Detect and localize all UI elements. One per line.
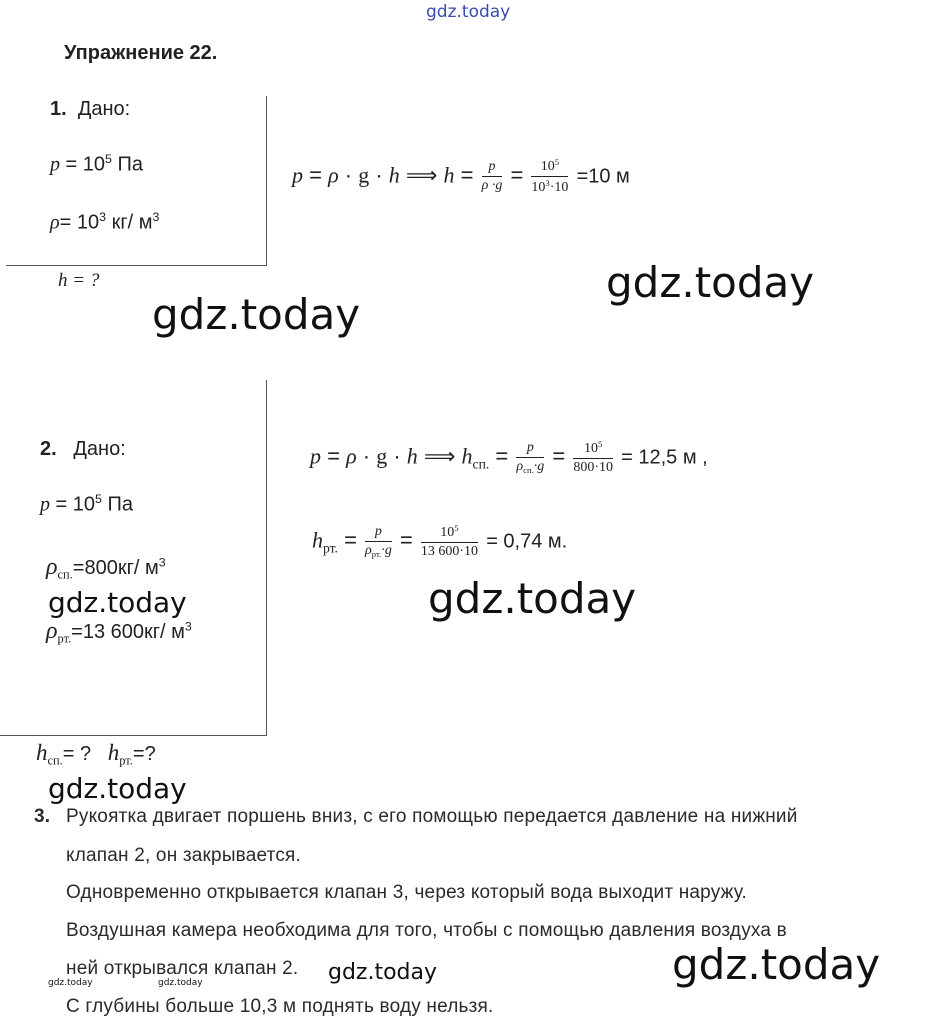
problem1-find-text: h = ? <box>58 270 100 291</box>
problem2-find-rt: =? <box>132 743 156 765</box>
problem2-formula-sp: p = ρ · g · h ⟹ $h_{сп.}$ = $\frac{p}{\rho_{сп.}\cdot g}$ = $\frac{10^5}{800\cdot 10}$ = 12,5 м , <box>310 439 708 475</box>
problem2-rho-sp-exp: 3 <box>158 555 166 570</box>
problem2-result-rt: = 0,74 м. <box>486 530 568 553</box>
formula-sp-num-exp: 5 <box>598 439 603 449</box>
watermark-top: gdz.today <box>426 2 511 22</box>
problem1-result: =10 м <box>576 165 630 188</box>
problem2-number: 2. <box>40 438 57 460</box>
problem2-p-unit: Па <box>107 493 134 516</box>
problem2-find-sp-label: сп. <box>47 753 63 768</box>
formula-sp-num-base: 10 <box>584 441 598 457</box>
problem1-find <box>58 270 99 292</box>
problem1-given <box>50 98 130 121</box>
problem2-formula-rt: $h_{рт.}$ = $\frac{p}{\rho_{рт.}\cdot g}$ = $\frac{10^5}{13 600\cdot 10}$ = 0,74 м. <box>312 523 568 559</box>
problem1-den-exp: 3 <box>545 177 550 188</box>
watermark-p2-find: gdz.today <box>48 772 187 805</box>
formula-rt-den: 13 600·10 <box>420 543 479 559</box>
problem2-rho-sp-value: =800кг/ м <box>72 557 159 579</box>
formula-rho-rt-label: рт. <box>371 548 382 559</box>
formula-sp-den: 800·10 <box>573 459 614 475</box>
problem1-rho-unit: кг/ м <box>111 211 153 234</box>
problem1-given-label: Дано: <box>77 98 131 120</box>
problem1-num-exp: 5 <box>554 157 560 167</box>
problem3-line4: Воздушная камера необходима для того, чтобы с помощью давления воздуха в <box>66 920 787 941</box>
formula-rho-sp-label: сп. <box>523 464 534 475</box>
watermark-p2-formula: gdz.today <box>428 574 637 623</box>
problem3-line6: С глубины больше 10,3 м поднять воду нельзя. <box>66 996 494 1017</box>
problem2-find: $h_{сп.}=$ ? $h_{рт.}=$? <box>36 740 156 768</box>
problem1-p-exp: 5 <box>105 152 112 166</box>
watermark-p3-right: gdz.today <box>672 940 881 989</box>
formula-rt-num-exp: 5 <box>454 523 459 533</box>
problem2-rho-sp-label: сп. <box>57 567 73 582</box>
watermark-p3-inline: gdz.today <box>328 960 438 985</box>
problem1-number: 1. <box>50 98 67 120</box>
watermark-p2-given: gdz.today <box>48 586 187 619</box>
problem2-pressure: $p = 10^5$ Па <box>40 492 134 516</box>
exercise-title: Упражнение 22. <box>64 42 218 64</box>
formula-h-sp-label: сп. <box>472 456 490 472</box>
problem3-line3: Одновременно открывается клапан 3, через который вода выходит наружу. <box>66 882 748 903</box>
problem2-rho-rt-value: =13 600кг/ м <box>71 621 185 643</box>
problem3-line1: Рукоятка двигает поршень вниз, с его помощью передается давление на нижний <box>66 806 798 827</box>
problem2-find-sp: = ? <box>62 743 92 765</box>
problem1-num-base: 10 <box>540 159 555 175</box>
problem1-den-base: 10 <box>531 180 546 196</box>
problem1-pressure: $p = 10^5$ Па <box>50 152 144 176</box>
watermark-p1-left: gdz.today <box>152 290 361 339</box>
problem1-formula: p = ρ · g · h ⟹ h = $\frac{p}{\rho \cdot g}$ = $\frac{10^5}{10^3\cdot 10}$ =10 м <box>292 157 630 196</box>
problem2-vertical-divider <box>266 380 267 736</box>
problem1-p-value: 10 <box>82 153 106 176</box>
watermark-p3-tiny-1: gdz.today <box>48 978 93 988</box>
problem2-p-exp: 5 <box>95 492 102 506</box>
problem2-density-rt: $\rho_{рт.}=13$ 600кг/ $м^3$ <box>46 618 192 646</box>
problem2-density-sp: $\rho_{сп.}=800кг/$ $м^3$ <box>46 554 166 582</box>
problem2-result-sp: = 12,5 м , <box>621 446 708 469</box>
problem1-horizontal-divider <box>6 265 267 266</box>
problem3-line5: ней открывался клапан 2. <box>66 958 299 979</box>
problem2-horizontal-divider <box>0 735 267 736</box>
problem1-den-mult: ·10 <box>549 180 569 196</box>
problem2-rho-rt-label: рт. <box>57 631 72 646</box>
problem2-p-value: 10 <box>72 493 96 516</box>
problem2-given <box>40 438 126 461</box>
problem2-find-rt-label: рт. <box>119 753 133 768</box>
problem2-rho-rt-exp: 3 <box>184 619 192 634</box>
watermark-p1-right: gdz.today <box>606 258 815 307</box>
problem2-given-label: Дано: <box>73 438 126 460</box>
problem1-p-unit: Па <box>117 153 144 176</box>
problem1-density: $\rho= 10^3$ кг/ $м^3$ <box>50 210 160 234</box>
problem3-line2: клапан 2, он закрывается. <box>66 845 302 866</box>
problem3-number: 3. <box>34 806 51 827</box>
problem1-rho-value: 10 <box>76 211 100 234</box>
formula-h-rt-label: рт. <box>323 540 338 556</box>
watermark-p3-tiny-2: gdz.today <box>158 978 203 988</box>
problem1-rho-unit-exp: 3 <box>152 210 160 224</box>
problem1-vertical-divider <box>266 96 267 266</box>
problem1-rho-exp: 3 <box>99 210 107 224</box>
formula-rt-num-base: 10 <box>440 525 455 541</box>
